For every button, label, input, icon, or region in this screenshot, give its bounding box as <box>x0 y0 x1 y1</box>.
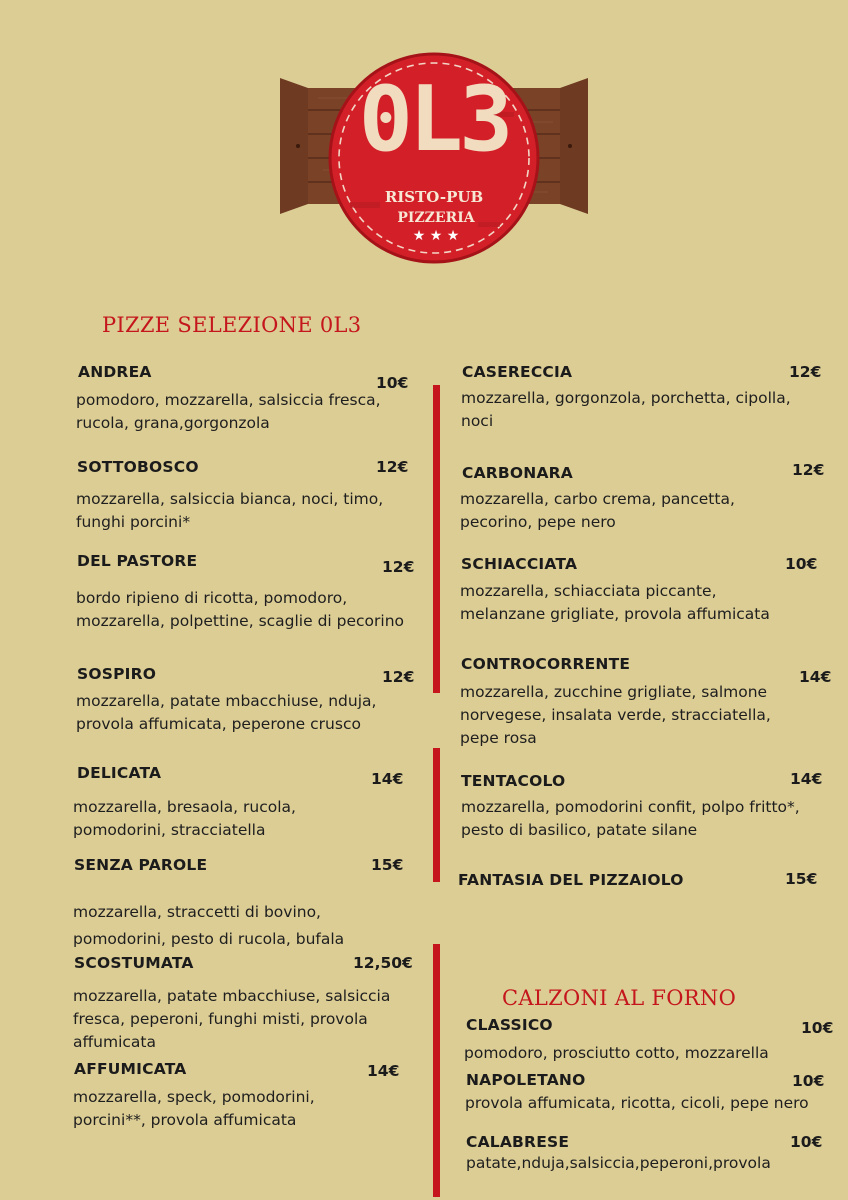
pizze-section-title: PIZZE SELEZIONE 0L3 <box>102 313 362 337</box>
pizza-description: mozzarella, zucchine grigliate, salmone norvegese, insalata verde, stracciatella, pepe rosa <box>460 683 771 747</box>
pizza-description: mozzarella, gorgonzola, porchetta, cipolla, noci <box>461 389 791 430</box>
pizza-description: mozzarella, speck, pomodorini, porcini**, provola affumicata <box>73 1088 315 1129</box>
pizza-description: mozzarella, patate mbacchiuse, salsiccia fresca, peperoni, funghi misti, provola affumicata <box>73 987 391 1051</box>
pizza-name: CASERECCIA <box>462 363 573 381</box>
pizza-price: 14€ <box>371 770 404 788</box>
column-divider <box>433 748 440 882</box>
pizza-name: CARBONARA <box>462 464 573 482</box>
pizza-price: 14€ <box>367 1062 400 1080</box>
pizza-price: 10€ <box>376 374 409 392</box>
pizza-name: CONTROCORRENTE <box>461 655 631 673</box>
logo-line2: PIZZERIA <box>397 210 475 226</box>
pizza-name: SOTTOBOSCO <box>77 458 199 476</box>
logo-brand: 0L3 <box>358 67 510 172</box>
pizza-name: AFFUMICATA <box>74 1060 187 1078</box>
pizza-description: mozzarella, pomodorini confit, polpo fritto*, pesto di basilico, patate silane <box>461 798 800 839</box>
column-divider <box>433 944 440 1197</box>
pizza-price: 12€ <box>792 461 825 479</box>
calzone-price: 10€ <box>790 1133 823 1151</box>
pizza-name: DELICATA <box>77 764 162 782</box>
calzone-price: 10€ <box>792 1072 825 1090</box>
calzone-description: provola affumicata, ricotta, cicoli, pepe nero <box>465 1094 809 1112</box>
pizza-description: pomodoro, mozzarella, salsiccia fresca, rucola, grana,gorgonzola <box>76 391 381 432</box>
pizza-description: mozzarella, carbo crema, pancetta, pecorino, pepe nero <box>460 490 735 531</box>
column-divider <box>433 385 440 693</box>
pizza-description: mozzarella, schiacciata piccante, melanzane grigliate, provola affumicata <box>460 582 770 623</box>
pizza-name: SOSPIRO <box>77 665 157 683</box>
pizza-name: SENZA PAROLE <box>74 856 208 874</box>
pizza-price: 10€ <box>785 555 818 573</box>
calzone-description: pomodoro, prosciutto cotto, mozzarella <box>464 1044 769 1062</box>
pizza-name: DEL PASTORE <box>77 552 198 570</box>
calzone-description: patate,nduja,salsiccia,peperoni,provola <box>466 1154 771 1172</box>
pizza-name: SCHIACCIATA <box>461 555 578 573</box>
pizza-price: 15€ <box>785 870 818 888</box>
restaurant-logo <box>278 52 590 266</box>
pizza-description: mozzarella, patate mbacchiuse, nduja, provola affumicata, peperone crusco <box>76 692 377 733</box>
pizza-name: FANTASIA DEL PIZZAIOLO <box>458 871 684 889</box>
calzone-name: CALABRESE <box>466 1133 570 1151</box>
calzone-price: 10€ <box>801 1019 834 1037</box>
pizza-price: 12€ <box>376 458 409 476</box>
logo-stars-icon: ★ ★ ★ <box>412 228 460 244</box>
pizza-description: mozzarella, bresaola, rucola, pomodorini, stracciatella <box>73 798 296 839</box>
pizza-name: SCOSTUMATA <box>74 954 194 972</box>
pizza-price: 12,50€ <box>353 954 413 972</box>
pizza-price: 14€ <box>790 770 823 788</box>
calzone-name: NAPOLETANO <box>466 1071 586 1089</box>
pizza-price: 12€ <box>382 558 415 576</box>
logo-line1: RISTO-PUB <box>384 188 484 206</box>
pizza-price: 12€ <box>789 363 822 381</box>
pizza-price: 12€ <box>382 668 415 686</box>
calzoni-section-title: CALZONI AL FORNO <box>502 986 737 1010</box>
pizza-name: TENTACOLO <box>461 772 566 790</box>
pizza-price: 14€ <box>799 668 832 686</box>
pizza-description: mozzarella, salsiccia bianca, noci, timo, funghi porcini* <box>76 490 384 531</box>
pizza-price: 15€ <box>371 856 404 874</box>
calzone-name: CLASSICO <box>466 1016 553 1034</box>
pizza-description: bordo ripieno di ricotta, pomodoro, mozzarella, polpettine, scaglie di pecorino <box>76 589 405 630</box>
pizza-description: mozzarella, straccetti di bovino, pomodorini, pesto di rucola, bufala <box>73 903 345 948</box>
pizza-name: ANDREA <box>78 363 152 381</box>
